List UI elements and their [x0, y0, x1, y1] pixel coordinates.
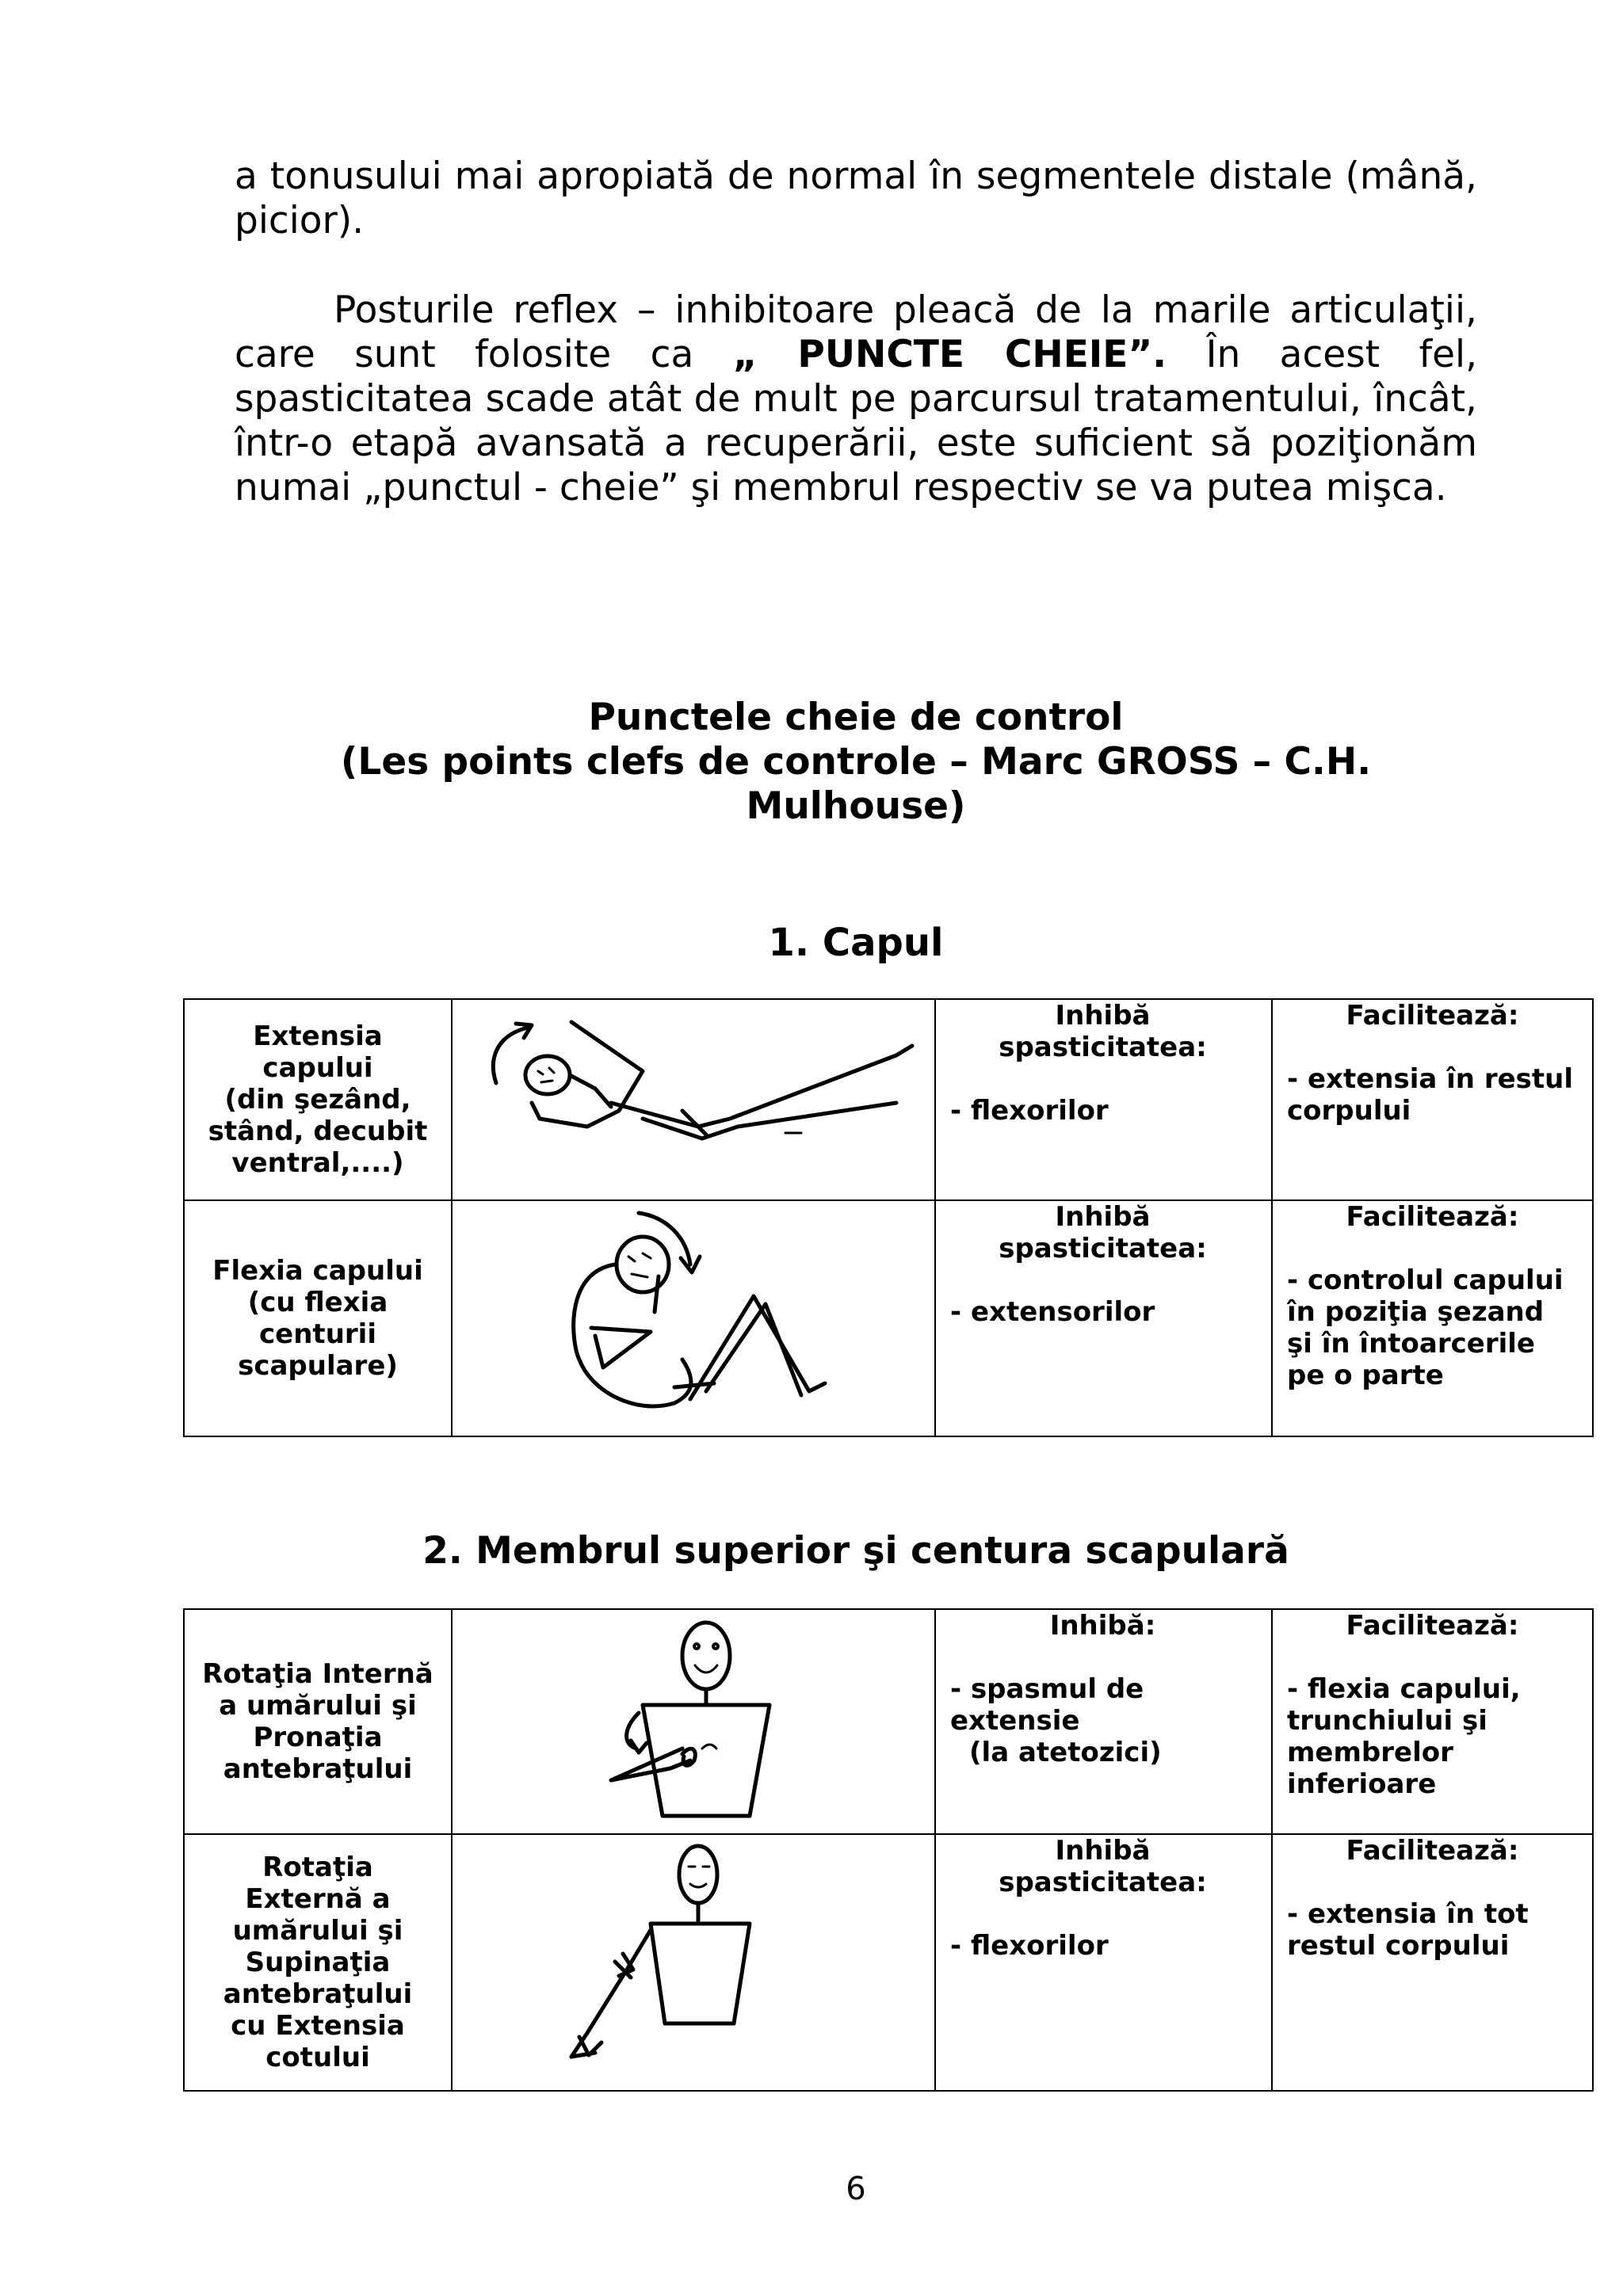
movement-line: Pronaţia	[253, 1722, 383, 1753]
facilitates-value: - controlul capului	[1287, 1264, 1564, 1296]
facilitates-label: Facilitează:	[1346, 1835, 1519, 1867]
inhibits-label: spasticitatea:	[999, 1032, 1207, 1063]
facilitates-cell	[1272, 1834, 1593, 2091]
movement-line: (din şezând,	[224, 1084, 411, 1116]
internal-rotation-figure	[453, 1610, 934, 1832]
inhibits-value: (la atetozici)	[969, 1737, 1162, 1768]
facilitates-label: Facilitează:	[1346, 1000, 1519, 1032]
inhibits-label: spasticitatea:	[999, 1233, 1207, 1264]
movement-line: ventral,....)	[231, 1147, 404, 1179]
inhibits-value: - flexorilor	[950, 1930, 1109, 1962]
movement-cell	[184, 1609, 452, 1834]
inhibits-cell	[935, 999, 1272, 1200]
movement-cell	[184, 1200, 452, 1436]
drawing-cell	[452, 999, 935, 1200]
movement-line: cotului	[265, 2042, 370, 2073]
movement-line: scapulare)	[238, 1350, 398, 1382]
inhibits-label: Inhibă:	[1049, 1610, 1156, 1642]
inhibits-cell	[935, 1834, 1272, 2091]
inhibits-value: - spasmul de	[950, 1673, 1144, 1705]
movement-cell	[184, 1834, 452, 2091]
movement-line: Supinaţia	[245, 1947, 391, 1978]
facilitates-value: - extensia în tot	[1287, 1898, 1529, 1930]
facilitates-value: corpului	[1287, 1095, 1411, 1127]
movement-cell	[184, 999, 452, 1200]
key-points-emphasis: „ PUNCTE CHEIE”.	[732, 333, 1167, 376]
movement-line: umărului şi	[232, 1915, 403, 1947]
main-heading	[0, 696, 1623, 829]
section-title-upper-limb: 2. Membrul superior şi centura scapulară	[422, 1529, 1289, 1573]
table-row	[184, 1200, 1593, 1436]
drawing-cell	[452, 1200, 935, 1436]
paragraph-key-points	[235, 288, 1477, 510]
external-rotation-figure	[453, 1835, 934, 2088]
inhibits-label: Inhibă	[1055, 1000, 1151, 1032]
facilitates-value: restul corpului	[1287, 1930, 1510, 1962]
facilitates-label: Facilitează:	[1346, 1610, 1519, 1642]
drawing-cell	[452, 1609, 935, 1834]
movement-line: Rotaţia Internă	[202, 1658, 433, 1690]
movement-line: Extensia	[253, 1020, 383, 1052]
head-extension-prone-figure	[453, 1000, 934, 1198]
movement-line: cu Extensia	[231, 2010, 405, 2042]
inhibits-label: Inhibă	[1055, 1835, 1151, 1867]
inhibits-value: - flexorilor	[950, 1095, 1109, 1127]
paragraph-text-start: Posturile reflex – inhibitoare pleacă de la marile articulaţii, care sunt folosite ca	[235, 288, 1477, 376]
facilitates-value: şi în întoarcerile	[1287, 1328, 1535, 1360]
table-row	[184, 1609, 1593, 1834]
inhibits-label: spasticitatea:	[999, 1867, 1207, 1898]
table-row	[184, 999, 1593, 1200]
upper-limb-key-points-table	[183, 1608, 1594, 2092]
inhibits-label: Inhibă	[1055, 1201, 1151, 1233]
movement-line: centurii	[259, 1318, 376, 1350]
paragraph-text-end: În acest fel, spasticitatea scade atât de mult pe parcursul tratamentului, încât, într-o etapă avansată a recuperării, este suficient să poziţionăm numai „punctul - cheie” şi membrul respectiv se va putea mişca.	[235, 333, 1478, 509]
facilitates-value: - extensia în restul	[1287, 1063, 1574, 1095]
heading-line-1: Punctele cheie de control	[588, 696, 1124, 739]
heading-line-2: (Les points clefs de controle – Marc GROSS – C.H.	[340, 740, 1372, 784]
drawing-cell	[452, 1834, 935, 2091]
facilitates-value: pe o parte	[1287, 1360, 1444, 1391]
facilitates-cell	[1272, 999, 1593, 1200]
movement-line: (cu flexia	[247, 1287, 388, 1318]
movement-line: capului	[262, 1052, 373, 1084]
facilitates-value: trunchiului şi	[1287, 1705, 1487, 1737]
facilitates-value: membrelor	[1287, 1737, 1453, 1768]
table-row	[184, 1834, 1593, 2091]
movement-line: Flexia capului	[212, 1255, 423, 1287]
inhibits-value: - extensorilor	[950, 1296, 1155, 1328]
facilitates-value: - flexia capului,	[1287, 1673, 1521, 1705]
movement-line: antebraţului	[223, 1978, 413, 2010]
movement-line: stând, decubit	[208, 1116, 428, 1147]
facilitates-label: Facilitează:	[1346, 1201, 1519, 1233]
inhibits-cell	[935, 1609, 1272, 1834]
heading-line-3: Mulhouse)	[746, 784, 966, 828]
facilitates-value: inferioare	[1287, 1768, 1437, 1800]
page-number: 6	[846, 2171, 866, 2207]
paragraph-tonus: a tonusului mai apropiată de normal în segmentele distale (mână, picior).	[235, 154, 1477, 242]
movement-line: a umărului şi	[219, 1690, 417, 1722]
movement-line: Externă a	[245, 1883, 391, 1915]
facilitates-cell	[1272, 1200, 1593, 1436]
head-flexion-curled-figure	[453, 1201, 934, 1434]
section-title-head: 1. Capul	[768, 921, 944, 965]
inhibits-value: extensie	[950, 1705, 1080, 1737]
movement-line: Rotaţia	[262, 1852, 373, 1883]
head-key-points-table	[183, 998, 1594, 1437]
facilitates-cell	[1272, 1609, 1593, 1834]
facilitates-value: în poziţia şezand	[1287, 1296, 1545, 1328]
movement-line: antebraţului	[223, 1753, 413, 1785]
inhibits-cell	[935, 1200, 1272, 1436]
